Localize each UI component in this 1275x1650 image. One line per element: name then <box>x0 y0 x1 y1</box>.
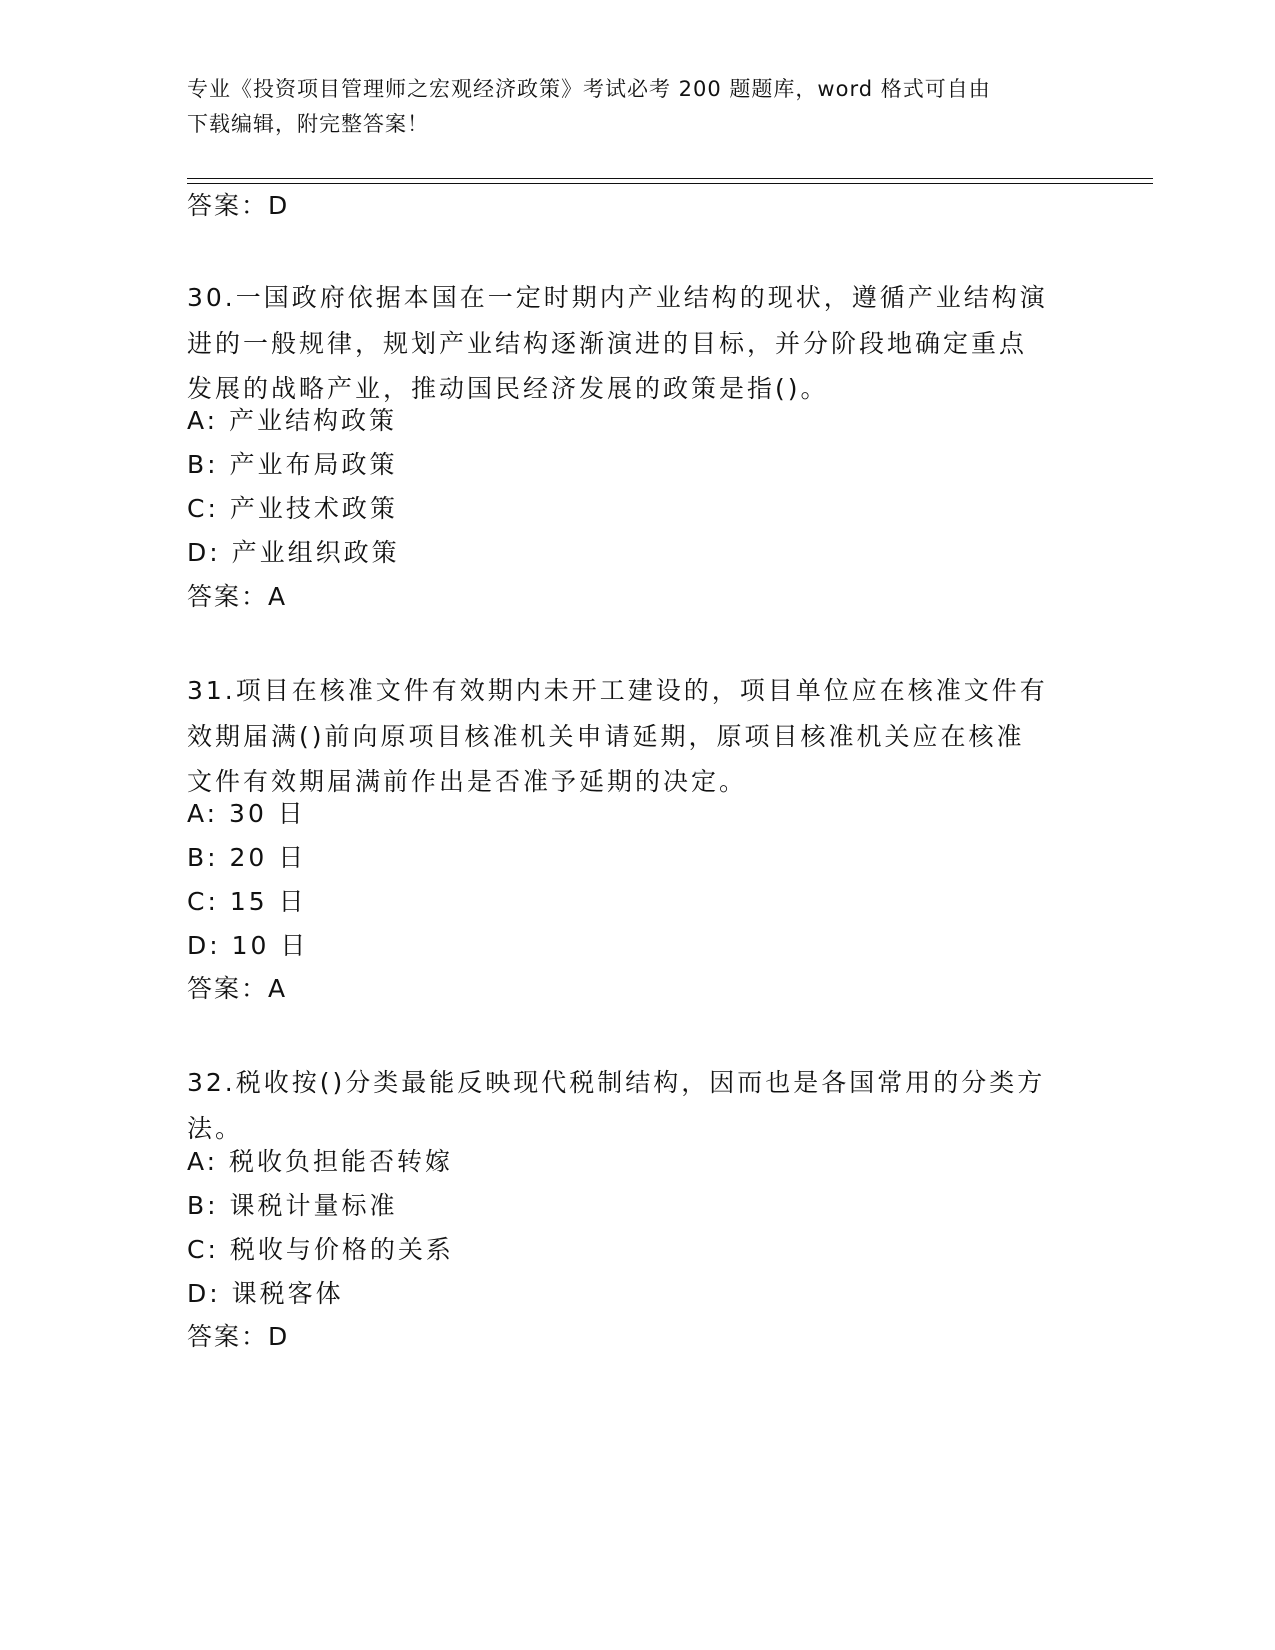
question-line: 31.项目在核准文件有效期内未开工建设的，项目单位应在核准文件有 <box>187 676 1048 705</box>
question-32-option-d: D: 课税客体 <box>187 1279 344 1308</box>
question-line: 法。 <box>187 1113 244 1143</box>
question-30-option-d: D: 产业组织政策 <box>187 538 400 567</box>
question-31-option-c: C: 15 日 <box>187 887 307 916</box>
question-31-answer: 答案：A <box>187 974 288 1003</box>
question-line: 进的一般规律，规划产业结构逐渐演进的目标，并分阶段地确定重点 <box>187 328 1028 358</box>
previous-answer: 答案：D <box>187 191 290 220</box>
header-line-2: 下载编辑，附完整答案！ <box>187 112 429 136</box>
question-line: 效期届满()前向原项目核准机关申请延期，原项目核准机关应在核准 <box>187 721 1025 751</box>
question-32-option-a: A: 税收负担能否转嫁 <box>187 1147 454 1176</box>
question-30-option-a: A: 产业结构政策 <box>187 406 398 435</box>
header-divider-top <box>187 178 1153 179</box>
question-32-option-c: C: 税收与价格的关系 <box>187 1235 454 1264</box>
question-31-text <box>187 668 1087 805</box>
question-32-option-b: B: 课税计量标准 <box>187 1191 398 1220</box>
document-header <box>187 72 1087 142</box>
question-32-text <box>187 1060 1087 1151</box>
header-line-1: 专业《投资项目管理师之宏观经济政策》考试必考 200 题题库，word 格式可自由 <box>187 77 991 101</box>
question-line: 32.税收按()分类最能反映现代税制结构，因而也是各国常用的分类方 <box>187 1068 1046 1097</box>
question-30-option-c: C: 产业技术政策 <box>187 494 398 523</box>
question-line: 文件有效期届满前作出是否准予延期的决定。 <box>187 767 748 796</box>
question-32-answer: 答案：D <box>187 1322 290 1351</box>
question-31-option-b: B: 20 日 <box>187 843 307 872</box>
question-30-answer: 答案：A <box>187 582 288 611</box>
question-line: 发展的战略产业，推动国民经济发展的政策是指()。 <box>187 374 829 403</box>
question-31-option-a: A: 30 日 <box>187 799 306 828</box>
header-divider-bottom <box>187 183 1153 184</box>
question-30-option-b: B: 产业布局政策 <box>187 450 398 479</box>
question-31-option-d: D: 10 日 <box>187 931 309 960</box>
question-30-text <box>187 275 1087 412</box>
question-line: 30.一国政府依据本国在一定时期内产业结构的现状，遵循产业结构演 <box>187 283 1048 312</box>
